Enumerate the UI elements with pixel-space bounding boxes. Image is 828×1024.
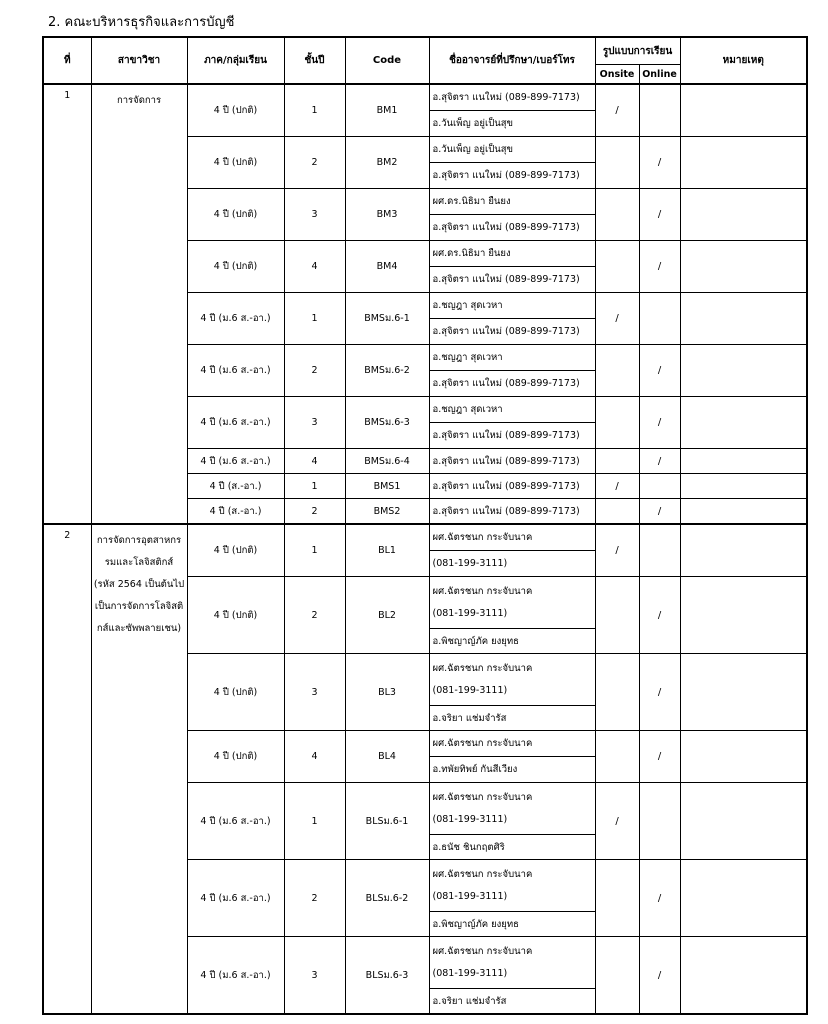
- program-cell: 4 ปี (ปกติ): [187, 84, 284, 137]
- code-cell: BL1: [345, 524, 429, 577]
- code-cell: BMSม.6-1: [345, 293, 429, 345]
- program-cell: 4 ปี (ปกติ): [187, 524, 284, 577]
- remark-cell: [680, 499, 807, 525]
- advisor-cell: อ.สุจิตรา แนใหม่ (089-899-7173): [429, 499, 595, 525]
- online-mark: /: [639, 577, 680, 654]
- program-cell: 4 ปี (ปกติ): [187, 731, 284, 783]
- code-cell: BLSม.6-1: [345, 783, 429, 860]
- advisor-cell: อ.สุจิตรา แนใหม่ (089-899-7173): [429, 449, 595, 474]
- remark-cell: [680, 731, 807, 783]
- onsite-mark: [595, 860, 639, 937]
- code-cell: BLSม.6-2: [345, 860, 429, 937]
- header-online: Online: [639, 65, 680, 85]
- advisor-cell: อ.พิชญาญ์ภัค ยงยุทธ: [429, 912, 595, 937]
- year-cell: 1: [284, 783, 345, 860]
- header-major: สาขาวิชา: [91, 37, 187, 84]
- advisor-cell: อ.จริยา แช่มจำรัส: [429, 706, 595, 731]
- code-cell: BL2: [345, 577, 429, 654]
- advisor-cell: อ.สุจิตรา แนใหม่ (089-899-7173): [429, 371, 595, 397]
- program-cell: 4 ปี (ม.6 ส.-อา.): [187, 345, 284, 397]
- program-cell: 4 ปี (ม.6 ส.-อา.): [187, 860, 284, 937]
- advisor-cell: อ.ธนัช ชินกฤตศิริ: [429, 835, 595, 860]
- program-cell: 4 ปี (ม.6 ส.-อา.): [187, 397, 284, 449]
- onsite-mark: [595, 189, 639, 241]
- advisor-cell: อ.ชญฎา สุดเวหา: [429, 293, 595, 319]
- advisor-cell: ผศ.ฉัตรชนก กระจับนาค (081-199-3111): [429, 860, 595, 912]
- onsite-mark: /: [595, 84, 639, 137]
- code-cell: BL3: [345, 654, 429, 731]
- advisor-cell: อ.วันเพ็ญ อยู่เป็นสุข: [429, 111, 595, 137]
- online-mark: /: [639, 860, 680, 937]
- year-cell: 4: [284, 241, 345, 293]
- onsite-mark: [595, 499, 639, 525]
- remark-cell: [680, 241, 807, 293]
- advisor-cell: อ.สุจิตรา แนใหม่ (089-899-7173): [429, 423, 595, 449]
- online-mark: /: [639, 499, 680, 525]
- remark-cell: [680, 345, 807, 397]
- major-name: การจัดการ: [91, 84, 187, 524]
- online-mark: [639, 84, 680, 137]
- advisor-table: [42, 36, 808, 1015]
- remark-cell: [680, 293, 807, 345]
- table-row: [43, 524, 807, 551]
- program-cell: 4 ปี (ปกติ): [187, 654, 284, 731]
- header-mode: รูปแบบการเรียน: [595, 37, 680, 65]
- header-code: Code: [345, 37, 429, 84]
- code-cell: BMSม.6-3: [345, 397, 429, 449]
- onsite-mark: [595, 577, 639, 654]
- header-advisor: ชื่ออาจารย์ที่ปรึกษา/เบอร์โทร: [429, 37, 595, 84]
- year-cell: 1: [284, 293, 345, 345]
- advisor-cell: ผศ.ฉัตรชนก กระจับนาค (081-199-3111): [429, 654, 595, 706]
- remark-cell: [680, 654, 807, 731]
- header-remark: หมายเหตุ: [680, 37, 807, 84]
- online-mark: /: [639, 654, 680, 731]
- program-cell: 4 ปี (ม.6 ส.-อา.): [187, 783, 284, 860]
- remark-cell: [680, 783, 807, 860]
- advisor-cell: ผศ.ฉัตรชนก กระจับนาค (081-199-3111): [429, 783, 595, 835]
- program-cell: 4 ปี (ปกติ): [187, 137, 284, 189]
- advisor-cell: อ.จริยา แช่มจำรัส: [429, 989, 595, 1015]
- group-number: 1: [43, 84, 91, 524]
- code-cell: BM1: [345, 84, 429, 137]
- advisor-cell: อ.สุจิตรา แนใหม่ (089-899-7173): [429, 215, 595, 241]
- year-cell: 2: [284, 577, 345, 654]
- advisor-cell: ผศ.ฉัตรชนก กระจับนาค: [429, 524, 595, 551]
- onsite-mark: /: [595, 474, 639, 499]
- year-cell: 2: [284, 345, 345, 397]
- program-cell: 4 ปี (ปกติ): [187, 189, 284, 241]
- program-cell: 4 ปี (ม.6 ส.-อา.): [187, 293, 284, 345]
- online-mark: /: [639, 137, 680, 189]
- program-cell: 4 ปี (ส.-อา.): [187, 474, 284, 499]
- online-mark: [639, 524, 680, 577]
- header-program: ภาค/กลุ่มเรียน: [187, 37, 284, 84]
- year-cell: 3: [284, 937, 345, 1015]
- major-name: การจัดการอุตสาหกรรมและโลจิสติกส์ (รหัส 2564 เป็นต้นไป เป็นการจัดการโลจิสติกส์และซัพพลายเชน): [91, 524, 187, 1014]
- program-cell: 4 ปี (ส.-อา.): [187, 499, 284, 525]
- onsite-mark: [595, 937, 639, 1015]
- header-no: ที่: [43, 37, 91, 84]
- year-cell: 1: [284, 524, 345, 577]
- online-mark: /: [639, 449, 680, 474]
- code-cell: BMSม.6-2: [345, 345, 429, 397]
- advisor-cell: อ.สุจิตรา แนใหม่ (089-899-7173): [429, 474, 595, 499]
- onsite-mark: [595, 731, 639, 783]
- online-mark: /: [639, 345, 680, 397]
- onsite-mark: [595, 449, 639, 474]
- remark-cell: [680, 860, 807, 937]
- code-cell: BMS2: [345, 499, 429, 525]
- onsite-mark: [595, 654, 639, 731]
- year-cell: 1: [284, 474, 345, 499]
- advisor-cell: ผศ.ดร.นิธิมา ยืนยง: [429, 241, 595, 267]
- advisor-cell: ผศ.ฉัตรชนก กระจับนาค (081-199-3111): [429, 937, 595, 989]
- advisor-cell: อ.สุจิตรา แนใหม่ (089-899-7173): [429, 267, 595, 293]
- remark-cell: [680, 524, 807, 577]
- advisor-cell: ผศ.ฉัตรชนก กระจับนาค: [429, 731, 595, 757]
- table-container: [42, 36, 806, 1015]
- advisor-cell: ผศ.ดร.นิธิมา ยืนยง: [429, 189, 595, 215]
- online-mark: /: [639, 241, 680, 293]
- remark-cell: [680, 449, 807, 474]
- online-mark: [639, 783, 680, 860]
- year-cell: 3: [284, 654, 345, 731]
- advisor-cell: อ.พิชญาญ์ภัค ยงยุทธ: [429, 629, 595, 654]
- advisor-cell: อ.วันเพ็ญ อยู่เป็นสุข: [429, 137, 595, 163]
- onsite-mark: /: [595, 293, 639, 345]
- header-onsite: Onsite: [595, 65, 639, 85]
- table-row: [43, 84, 807, 111]
- year-cell: 2: [284, 860, 345, 937]
- onsite-mark: [595, 241, 639, 293]
- remark-cell: [680, 577, 807, 654]
- header-year: ชั้นปี: [284, 37, 345, 84]
- advisor-cell: ผศ.ฉัตรชนก กระจับนาค (081-199-3111): [429, 577, 595, 629]
- online-mark: [639, 474, 680, 499]
- code-cell: BM2: [345, 137, 429, 189]
- section-title: 2. คณะบริหารธุรกิจและการบัญชี: [48, 15, 235, 30]
- remark-cell: [680, 189, 807, 241]
- code-cell: BMS1: [345, 474, 429, 499]
- year-cell: 4: [284, 731, 345, 783]
- online-mark: /: [639, 731, 680, 783]
- online-mark: /: [639, 937, 680, 1015]
- remark-cell: [680, 474, 807, 499]
- year-cell: 3: [284, 397, 345, 449]
- year-cell: 2: [284, 137, 345, 189]
- program-cell: 4 ปี (ปกติ): [187, 241, 284, 293]
- year-cell: 1: [284, 84, 345, 137]
- remark-cell: [680, 397, 807, 449]
- onsite-mark: [595, 345, 639, 397]
- code-cell: BM4: [345, 241, 429, 293]
- code-cell: BLSม.6-3: [345, 937, 429, 1015]
- online-mark: /: [639, 397, 680, 449]
- onsite-mark: [595, 397, 639, 449]
- program-cell: 4 ปี (ปกติ): [187, 577, 284, 654]
- code-cell: BM3: [345, 189, 429, 241]
- program-cell: 4 ปี (ม.6 ส.-อา.): [187, 449, 284, 474]
- year-cell: 4: [284, 449, 345, 474]
- advisor-cell: อ.ชญฎา สุดเวหา: [429, 397, 595, 423]
- table-body: [43, 84, 807, 1014]
- group-number: 2: [43, 524, 91, 1014]
- advisor-cell: อ.ทพัยทิพย์ กันสีเวียง: [429, 757, 595, 783]
- advisor-cell: อ.ชญฎา สุดเวหา: [429, 345, 595, 371]
- online-mark: [639, 293, 680, 345]
- advisor-cell: อ.สุจิตรา แนใหม่ (089-899-7173): [429, 84, 595, 111]
- code-cell: BMSม.6-4: [345, 449, 429, 474]
- program-cell: 4 ปี (ม.6 ส.-อา.): [187, 937, 284, 1015]
- onsite-mark: /: [595, 783, 639, 860]
- year-cell: 2: [284, 499, 345, 525]
- remark-cell: [680, 937, 807, 1015]
- remark-cell: [680, 137, 807, 189]
- advisor-cell: อ.สุจิตรา แนใหม่ (089-899-7173): [429, 319, 595, 345]
- advisor-cell: อ.สุจิตรา แนใหม่ (089-899-7173): [429, 163, 595, 189]
- online-mark: /: [639, 189, 680, 241]
- onsite-mark: /: [595, 524, 639, 577]
- remark-cell: [680, 84, 807, 137]
- onsite-mark: [595, 137, 639, 189]
- year-cell: 3: [284, 189, 345, 241]
- code-cell: BL4: [345, 731, 429, 783]
- advisor-cell: (081-199-3111): [429, 551, 595, 577]
